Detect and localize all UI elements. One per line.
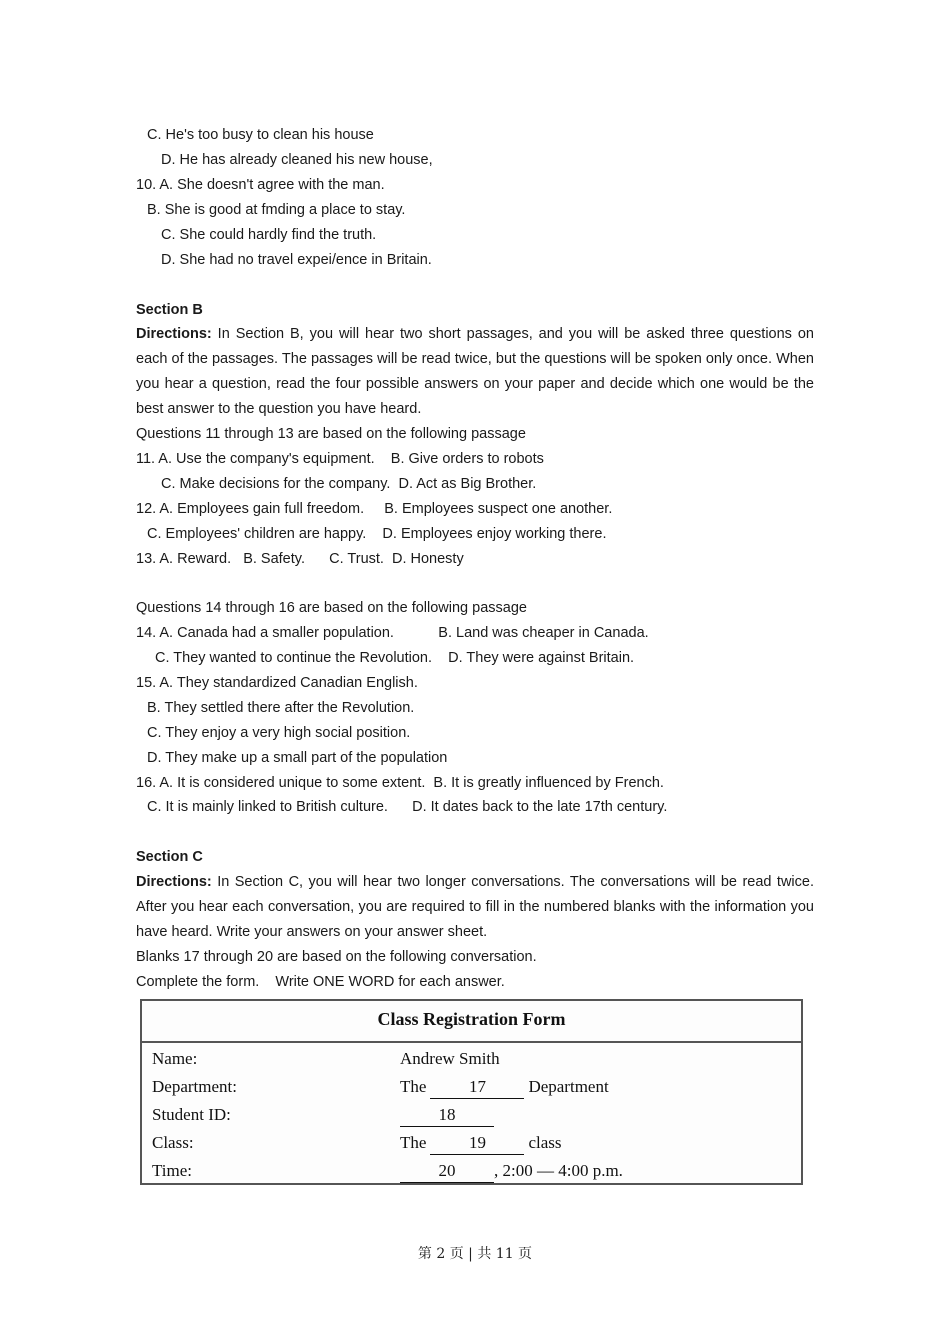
q16-options-cd: C. It is mainly linked to British culture. D. It dates back to the late 17th century.	[147, 799, 668, 815]
q16-options-ab: 16. A. It is considered unique to some extent. B. It is greatly influenced by French.	[136, 775, 664, 791]
name-value: Andrew Smith	[400, 1049, 500, 1068]
class-prefix: The	[400, 1133, 427, 1152]
department-suffix: Department	[528, 1077, 609, 1096]
passage2-intro: Questions 14 through 16 are based on the following passage	[136, 600, 527, 616]
department-value	[400, 1073, 609, 1101]
q10-option-c: C. She could hardly find the truth.	[161, 227, 377, 243]
q12-options-cd: C. Employees' children are happy. D. Employees enjoy working there.	[147, 526, 607, 542]
department-label: Department:	[152, 1077, 237, 1096]
q14-options-cd: C. They wanted to continue the Revolution. D. They were against Britain.	[155, 650, 635, 666]
form-divider	[142, 1041, 801, 1043]
q15-option-a: 15. A. They standardized Canadian English.	[136, 675, 418, 691]
section-c-directions	[136, 870, 814, 945]
q10-option-a: 10. A. She doesn't agree with the man.	[136, 177, 385, 193]
form-row-department	[142, 1073, 801, 1101]
blank-18: 18	[400, 1104, 494, 1127]
q15-option-c: C. They enjoy a very high social position.	[147, 725, 411, 741]
q9-option-d: D. He has already cleaned his new house,	[161, 152, 433, 168]
directions-label: Directions:	[136, 326, 212, 342]
class-label: Class:	[152, 1133, 194, 1152]
q15-option-b: B. They settled there after the Revolution.	[147, 700, 415, 716]
blank-17: 17	[430, 1076, 524, 1099]
student-id-label: Student ID:	[152, 1105, 231, 1124]
time-suffix: , 2:00 — 4:00 p.m.	[494, 1161, 623, 1180]
passage1-intro: Questions 11 through 13 are based on the following passage	[136, 426, 526, 442]
blanks-intro: Blanks 17 through 20 are based on the following conversation.	[136, 949, 537, 965]
q10-option-b: B. She is good at fmding a place to stay.	[147, 202, 406, 218]
form-row-time	[142, 1157, 801, 1185]
blank-20: 20	[400, 1160, 494, 1183]
q10-option-d: D. She had no travel expei/ence in Britain.	[161, 252, 432, 268]
form-title: Class Registration Form	[377, 1009, 566, 1029]
name-label: Name:	[152, 1049, 198, 1068]
q12-options-ab: 12. A. Employees gain full freedom. B. Employees suspect one another.	[136, 501, 613, 517]
student-id-value	[400, 1101, 498, 1129]
q11-options-ab: 11. A. Use the company's equipment. B. Give orders to robots	[136, 451, 544, 467]
time-label: Time:	[152, 1161, 193, 1180]
q14-options-ab: 14. A. Canada had a smaller population. B. Land was cheaper in Canada.	[136, 625, 649, 641]
form-row-class	[142, 1129, 801, 1157]
department-prefix: The	[400, 1077, 427, 1096]
section-b-heading: Section B	[136, 302, 203, 318]
section-b-directions	[136, 322, 814, 422]
directions-label: Directions:	[136, 874, 212, 890]
class-suffix: class	[528, 1133, 562, 1152]
q13-options: 13. A. Reward. B. Safety. C. Trust. D. Honesty	[136, 551, 464, 567]
blank-19: 19	[430, 1132, 524, 1155]
form-row-name	[142, 1045, 801, 1073]
page-footer: 第 2 页 | 共 11 页	[417, 1246, 533, 1262]
q11-options-cd: C. Make decisions for the company. D. Act as Big Brother.	[161, 476, 537, 492]
form-row-student-id	[142, 1101, 801, 1129]
class-registration-form	[140, 999, 803, 1185]
form-instruction: Complete the form. Write ONE WORD for each answer.	[136, 974, 505, 990]
q15-option-d: D. They make up a small part of the population	[147, 750, 448, 766]
q9-option-c: C. He's too busy to clean his house	[147, 127, 374, 143]
section-c-heading: Section C	[136, 849, 203, 865]
class-value	[400, 1129, 561, 1157]
time-value	[400, 1157, 623, 1185]
directions-text: In Section C, you will hear two longer conversations. The conversations will be read twice. After you hear each conversation, you are required to fill in the numbered blanks with the information you have heard. Write your answers on your answer sheet.	[136, 874, 814, 940]
directions-text: In Section B, you will hear two short passages, and you will be asked three questions on each of the passages. The passages will be read twice, but the questions will be spoken only once. When you hear a question, read the four possible answers on your paper and decide which one would be the best answer to the question you have heard.	[136, 326, 814, 417]
